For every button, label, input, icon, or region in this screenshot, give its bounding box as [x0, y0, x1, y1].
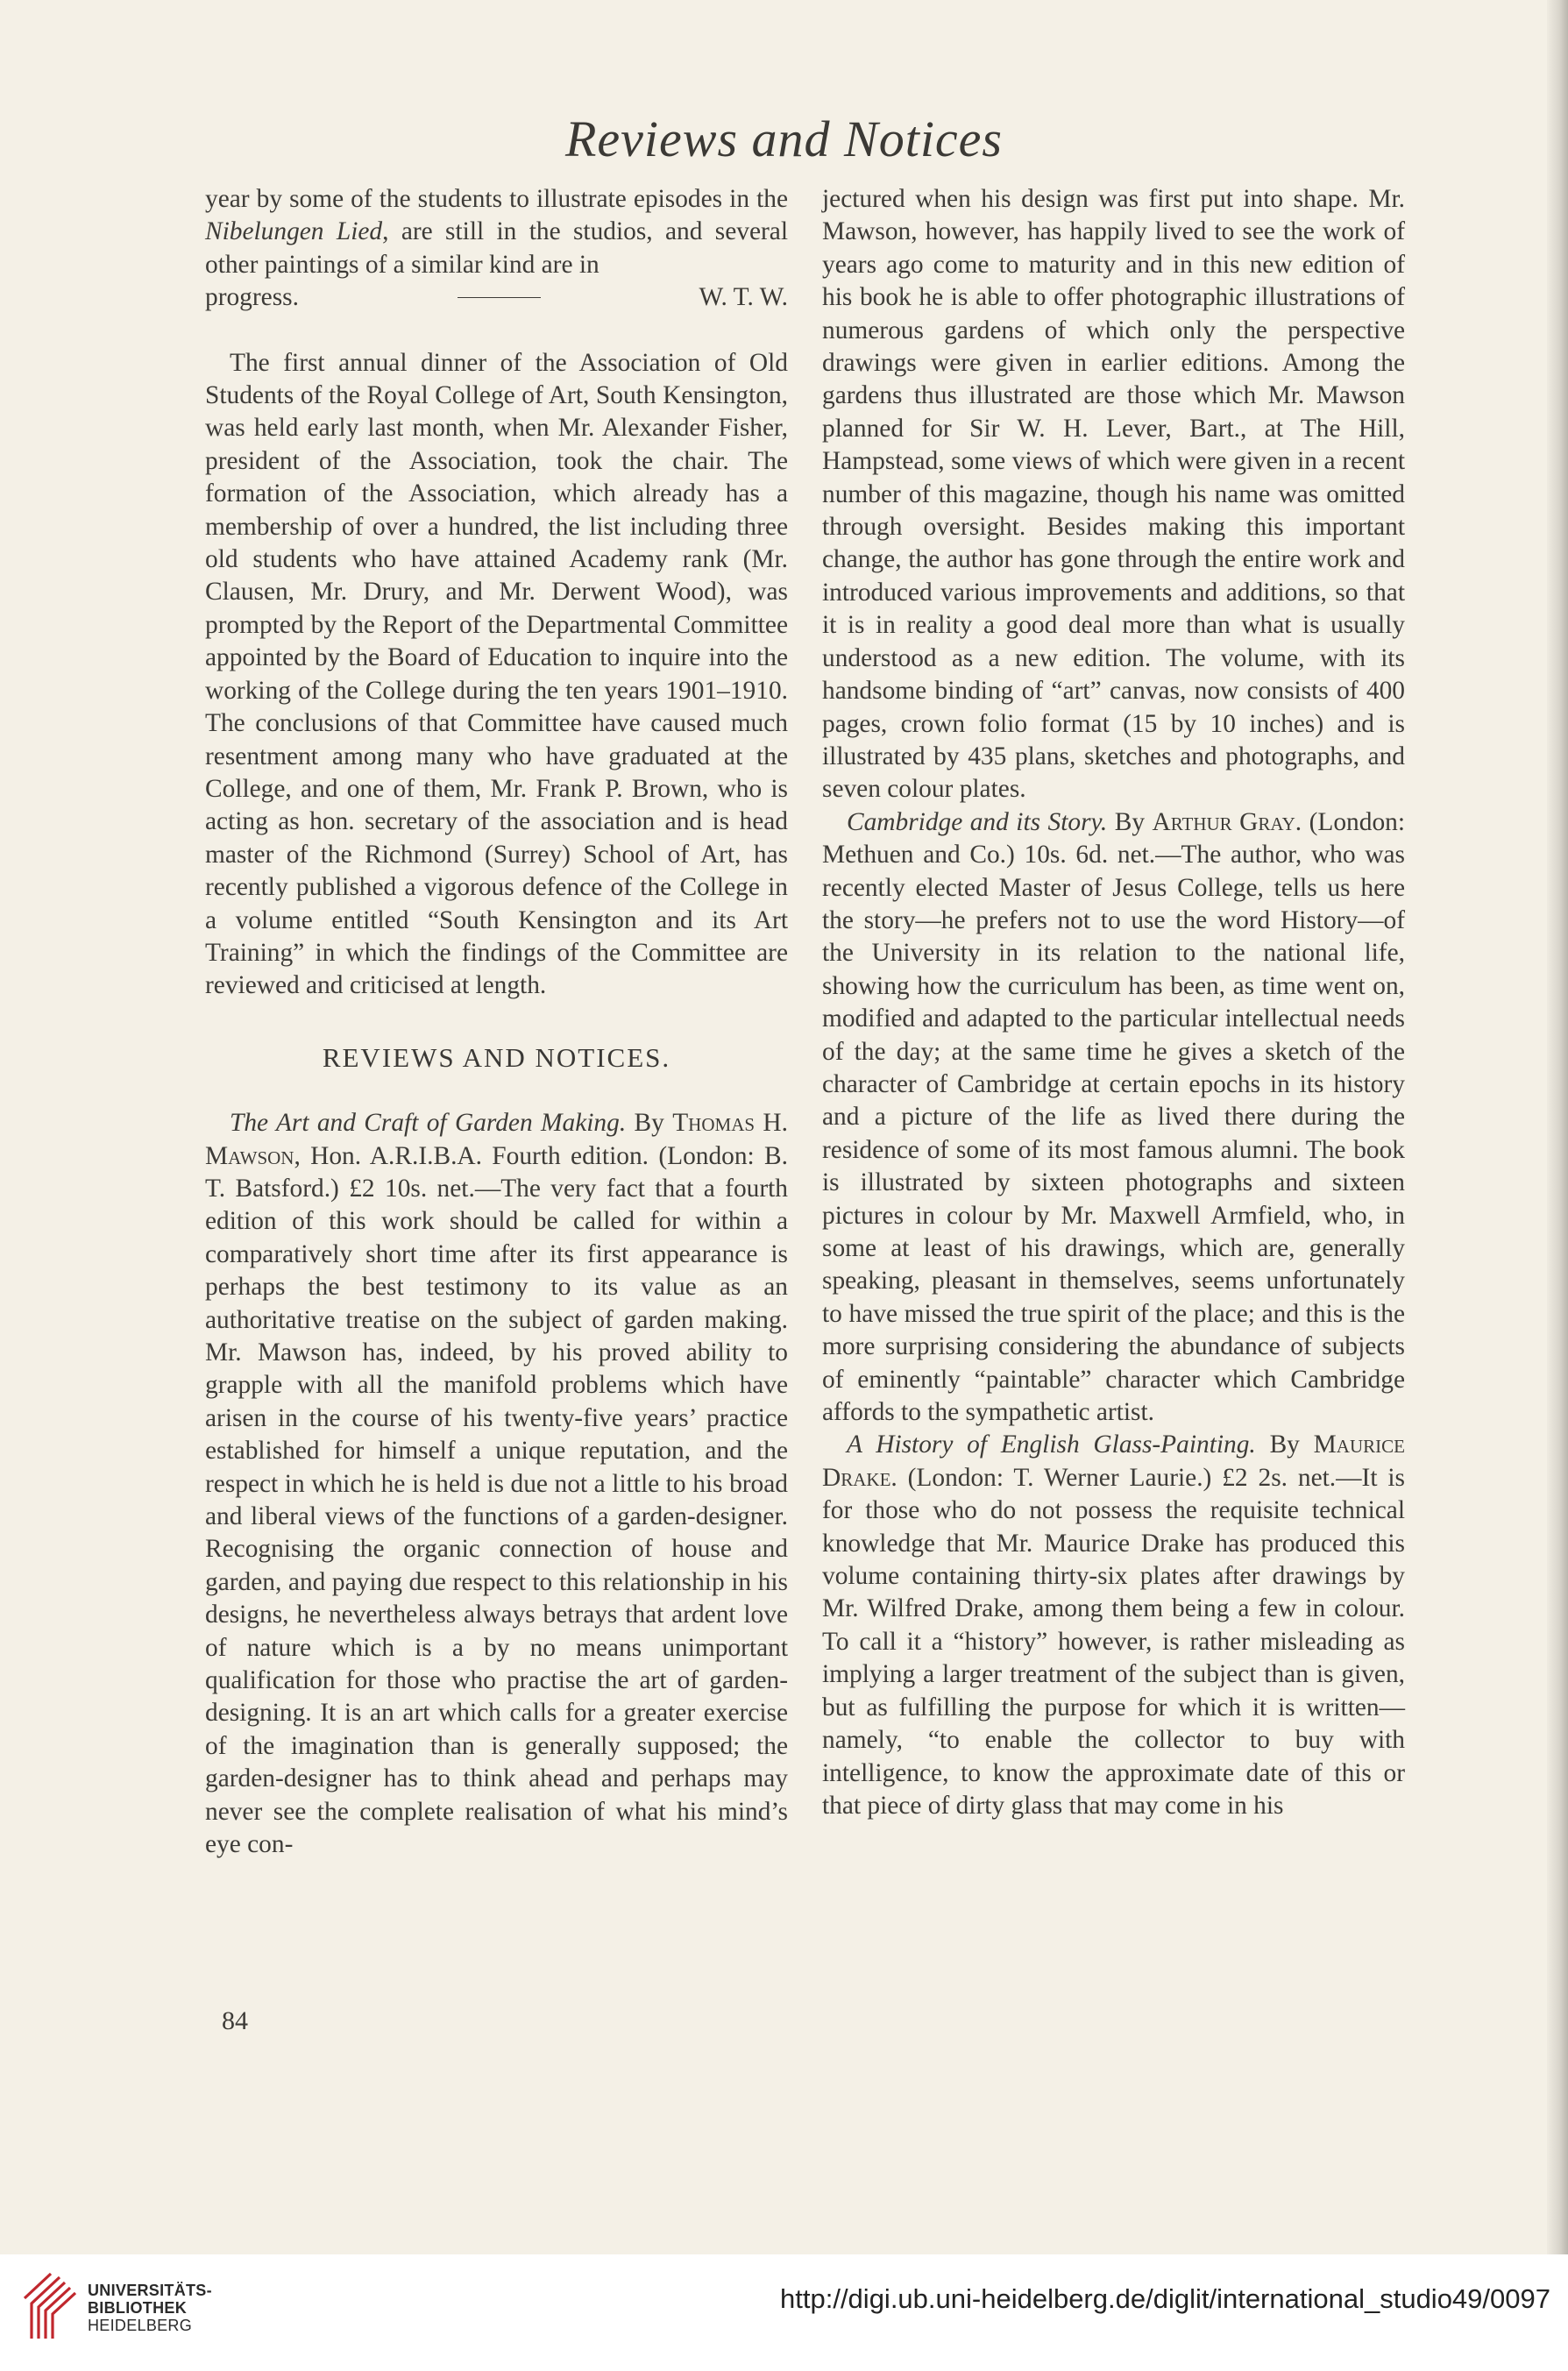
- right-column: [822, 183, 1405, 1822]
- review-title: The Art and Craft of Garden Making.: [230, 1109, 627, 1138]
- page-number: 84: [222, 2006, 248, 2035]
- work-title: Nibelungen Lied: [205, 217, 383, 246]
- source-url-link[interactable]: http://digi.ub.uni-heidelberg.de/diglit/international_studio49/0097: [780, 2283, 1550, 2314]
- ub-heidelberg-logo-icon: [19, 2272, 79, 2340]
- review-author: Thomas H. Mawson: [205, 1109, 788, 1170]
- running-head: Reviews and Notices: [564, 110, 1003, 167]
- signature: W. T. W.: [699, 283, 788, 312]
- review-author: Maurice Drake: [822, 1430, 1405, 1492]
- library-name: UNIVERSITÄTS- BIBLIOTHEK HEIDELBERG: [88, 2282, 212, 2334]
- paragraph-association: The first annual dinner of the Association of Old Students of the Royal College of Art, South Kensington, was held early last month, when Mr. Alexander Fisher, president of the Association, took the chair. The formation of the Association, which already has a membership of over a hundred, the list including three old students who have attained Academy rank (Mr. Clausen, Mr. Drury, and Mr. Derwent Wood), was prompted by the Report of the Departmental Committee appointed by the Board of Education to inquire into the working of the College during the ten years 1901–1910. The conclusions of that Committee have caused much resentment among many who have graduated at the College, and one of them, Mr. Frank P. Brown, who is acting as hon. secretary of the association and is head master of the Richmond (Surrey) School of Art, has recently published a vigorous defence of the College in a volume entitled “South Kensington and its Art Training” in which the findings of the Committee are reviewed and criticised at length.: [205, 348, 788, 1000]
- review-glass-painting: A History of English Glass-Painting. By Maurice Drake. (London: T. Werner Laurie.) £2 2s. net.—It is for those who do not possess the requisite technical knowledge that Mr. Maurice Drake has produced this volume containing thirty-six plates after drawings by Mr. Wilfred Drake, among them being a few in colour. To call it a “history” however, is rather misleading as implying a larger treatment of the subject than is given, but as fulfilling the purpose for which it is written—namely, “to enable the collector to buy with intelligence, to know the approximate date of this or that piece of dirty glass that may come in his: [822, 1430, 1405, 1820]
- short-rule: [458, 297, 541, 298]
- review-title: Cambridge and its Story.: [847, 807, 1108, 836]
- review-title: A History of English Glass-Painting.: [847, 1430, 1256, 1459]
- section-heading: REVIEWS AND NOTICES.: [322, 1041, 671, 1073]
- review-garden-making: The Art and Craft of Garden Making. By Thomas H. Mawson, Hon. A.R.I.B.A. Fourth edition. (London: B. T. Batsford.) £2 10s. net.—The very fact that a fourth edition of this work should be called for within a comparatively short time after its first appearance is perhaps the best testimony to its value as an authoritative treatise on the subject of garden making. Mr. Mawson has, indeed, by his proved ability to grapple with all the manifold problems which have arisen in the course of his twenty-five years’ practice established for himself a unique reputation, and the respect in which he is held is due not a little to his broad and liberal views of the functions of a garden-designer. Recognising the organic connection of house and garden, and paying due respect to this relationship in his designs, he nevertheless always betrays that ardent love of nature which is a by no means unimportant qualification for those who practise the art of garden-designing. It is an art which calls for a greater exercise of the imagination than is generally supposed; the garden-designer has to think ahead and perhaps may never see the complete realisation of what his mind’s eye con-: [205, 1109, 788, 1859]
- signature-line: progress. W. T. W.: [205, 281, 788, 314]
- paragraph-continued: year by some of the students to illustrate episodes in the Nibelungen Lied, are still in the studios, and several other paintings of a similar kind are in: [205, 185, 788, 279]
- review-garden-making-continued: jectured when his design was first put into shape. Mr. Mawson, however, has happily lived to see the work of years ago come to maturity and in this new edition of his book he is able to offer photographic illustrations of numerous gardens of which only the perspective drawings were given in earlier editions. Among the gardens thus illustrated are those which Mr. Mawson planned for Sir W. H. Lever, Bart., at The Hill, Hampstead, some views of which were given in a recent number of this magazine, though his name was omitted through oversight. Besides making this important change, the author has gone through the entire work and introduced various improvements and additions, so that it is in reality a good deal more than what is usually understood as a new edition. The volume, with its handsome binding of “art” canvas, now consists of 400 pages, crown folio format (15 by 10 inches) and is illustrated by 435 plans, sketches and photographs, and seven colour plates.: [822, 185, 1405, 804]
- page-edge-shadow: [1547, 0, 1568, 2254]
- review-author: Arthur Gray: [1152, 807, 1295, 836]
- review-cambridge: Cambridge and its Story. By Arthur Gray. (London: Methuen and Co.) 10s. 6d. net.—The author, who was recently elected Master of Jesus College, tells us here the story—he prefers not to use the word History—of the University in its relation to the national life, showing how the curriculum has been, as time went on, modified and adapted to the particular intellectual needs of the day; at the same time he gives a sketch of the character of Cambridge at certain epochs in its history and a picture of the life as lived there during the residence of some of its most famous alumni. The book is illustrated by sixteen photographs and sixteen pictures in colour by Mr. Maxwell Armfield, who, in some at least of his drawings, which are, generally speaking, pleasant in themselves, seems unfortunately to have missed the true spirit of the place; and this is the more surprising considering the abundance of subjects of eminently “paintable” character which Cambridge affords to the sympathetic artist.: [822, 807, 1405, 1427]
- left-column: [205, 183, 788, 1862]
